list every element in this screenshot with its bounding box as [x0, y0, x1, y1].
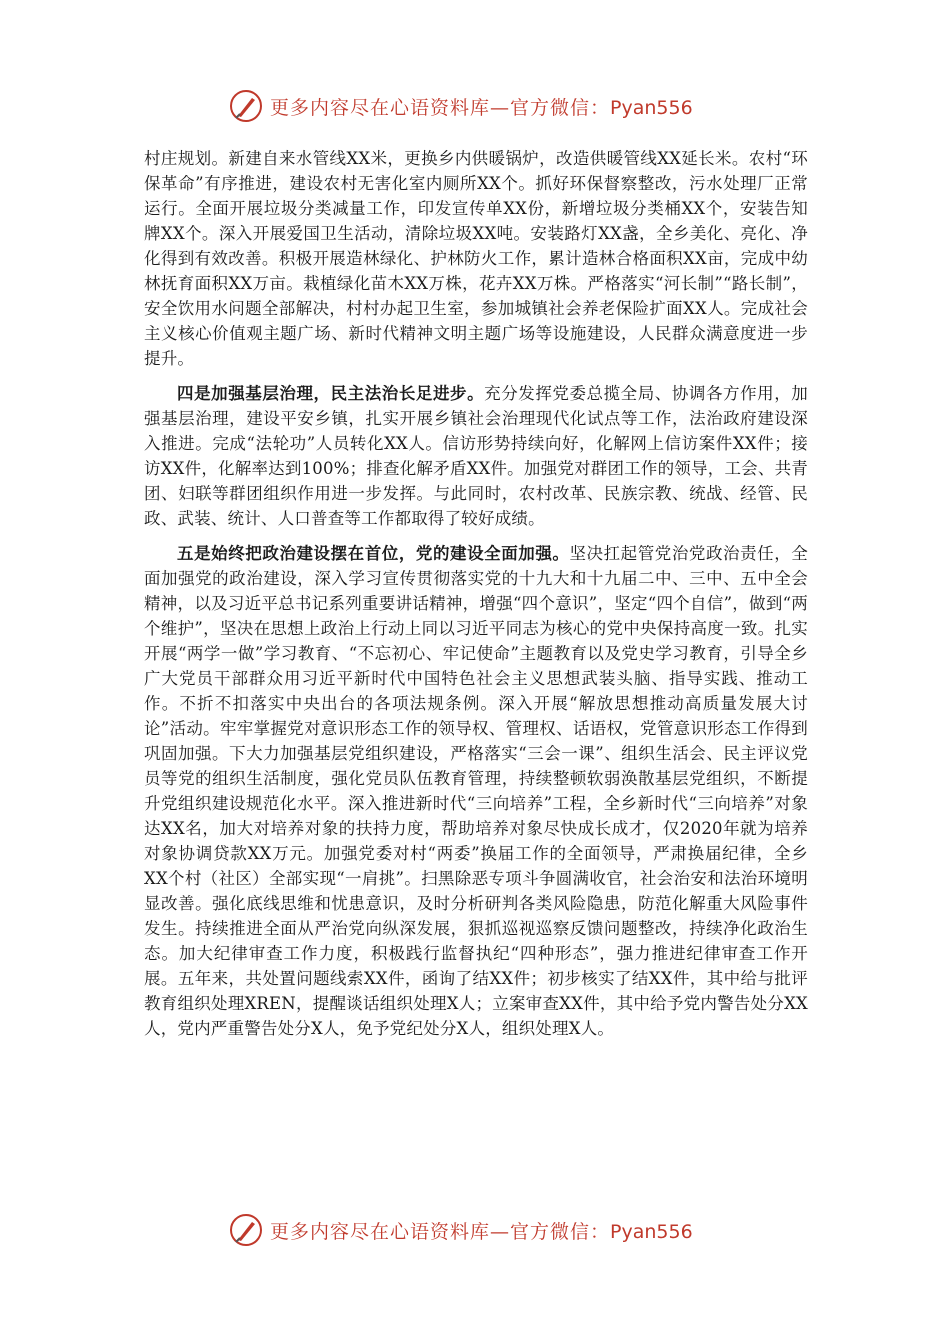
paragraph-3-heading: 五是始终把政治建设摆在首位，党的建设全面加强。 [177, 544, 570, 563]
paragraph-1: 村庄规划。新建自来水管线XX米，更换乡内供暖锅炉，改造供暖管线XX延长米。农村“环保革命”有序推进，建设农村无害化室内厕所XX个。抓好环保督察整改，污水处理厂正常运行。全面开展垃圾分类减量工作，印发宣传单XX份，新增垃圾分类桶XX个，安装告知牌XX个。深入开展爱国卫生活动，清除垃圾XX吨。安装路灯XX盏，全乡美化、亮化、净化得到有效改善。积极开展造林绿化、护林防火工作，累计造林合格面积XX亩，完成中幼林抚育面积XX万亩。栽植绿化苗木XX万株，花卉XX万株。严格落实“河长制”“路长制”，安全饮用水问题全部解决，村村办起卫生室，参加城镇社会养老保险扩面XX人。完成社会主义核心价值观主题广场、新时代精神文明主题广场等设施建设，人民群众满意度进一步提升。 [144, 149, 808, 368]
footer-banner [228, 1210, 728, 1250]
document-body [144, 146, 808, 1041]
banner-text: 更多内容尽在心语资料库—官方微信：Pyan556 [270, 96, 693, 119]
paragraph-3: 五是始终把政治建设摆在首位，党的建设全面加强。坚决扛起管党治党政治责任，全面加强党的政治建设，深入学习宣传贯彻落实党的十九大和十九届二中、三中、五中全会精神，以及习近平总书记系列重要讲话精神，增强“四个意识”，坚定“四个自信”，做到“两个维护”，坚决在思想上政治上行动上同以习近平同志为核心的党中央保持高度一致。扎实开展“两学一做”学习教育、“不忘初心、牢记使命”主题教育以及党史学习教育，引导全乡广大党员干部群众用习近平新时代中国特色社会主义思想武装头脑、指导实践、推动工作。不折不扣落实中央出台的各项法规条例。深入开展“解放思想推动高质量发展大讨论”活动。牢牢掌握党对意识形态工作的领导权、管理权、话语权，党管意识形态工作得到巩固加强。下大力加强基层党组织建设，严格落实“三会一课”、组织生活会、民主评议党员等党的组织生活制度，强化党员队伍教育管理，持续整顿软弱涣散基层党组织，不断提升党组织建设规范化水平。深入推进新时代“三向培养”工程，全乡新时代“三向培养”对象达XX名，加大对培养对象的扶持力度，帮助培养对象尽快成长成才，仅2020年就为培养对象协调贷款XX万元。加强党委对村“两委”换届工作的全面领导，严肃换届纪律，全乡XX个村（社区）全部实现“一肩挑”。扫黑除恶专项斗争圆满收官，社会治安和法治环境明显改善。强化底线思维和忧患意识，及时分析研判各类风险隐患，防范化解重大风险事件发生。持续推进全面从严治党向纵深发展，狠抓巡视巡察反馈问题整改，持续净化政治生态。加大纪律审查工作力度，积极践行监督执纪“四种形态”，强力推进纪律审查工作开展。五年来，共处置问题线索XX件，函询了结XX件；初步核实了结XX件，其中给与批评教育组织处理XREN，提醒谈话组织处理X人；立案审查XX件，其中给予党内警告处分XX人，党内严重警告处分X人，免予党纪处分X人，组织处理X人。 [144, 544, 808, 1038]
paragraph-2: 四是加强基层治理，民主法治长足进步。充分发挥党委总揽全局、协调各方作用，加强基层治理，建设平安乡镇，扎实开展乡镇社会治理现代化试点等工作，法治政府建设深入推进。完成“法轮功”人员转化XX人。信访形势持续向好，化解网上信访案件XX件；接访XX件，化解率达到100%；排查化解矛盾XX件。加强党对群团工作的领导，工会、共青团、妇联等群团组织作用进一步发挥。与此同时，农村改革、民族宗教、统战、经管、民政、武装、统计、人口普查等工作都取得了较好成绩。 [144, 384, 808, 528]
banner-account: Pyan556 [610, 1220, 693, 1243]
header-banner [228, 86, 728, 126]
quill-pen-logo [228, 88, 264, 124]
banner-account: Pyan556 [610, 96, 693, 119]
banner-text: 更多内容尽在心语资料库—官方微信：Pyan556 [270, 1220, 693, 1243]
quill-pen-logo [228, 1212, 264, 1248]
paragraph-2-heading: 四是加强基层治理，民主法治长足进步。 [177, 384, 485, 403]
